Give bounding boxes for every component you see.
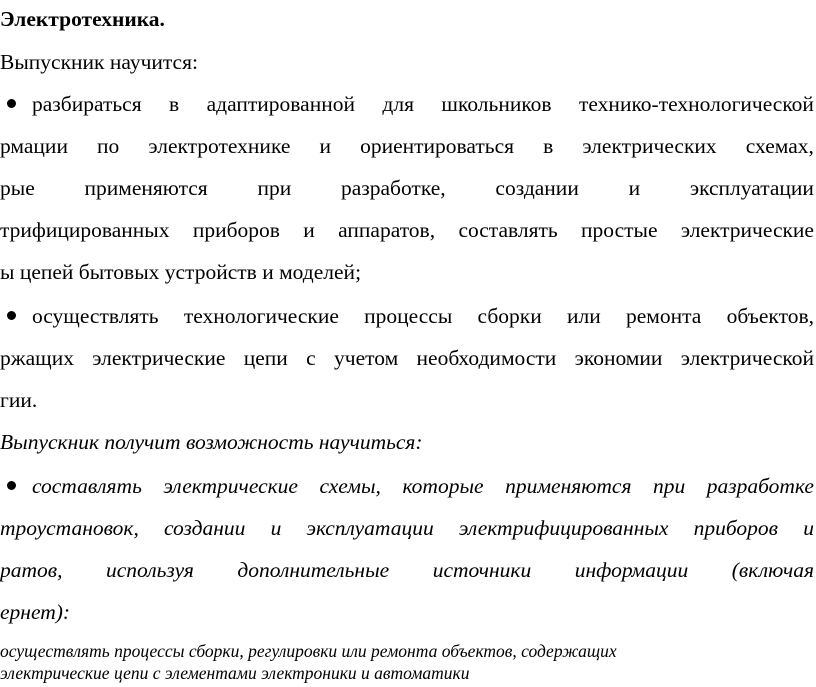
word: простые xyxy=(581,218,658,242)
learns-item-1-line-4 xyxy=(0,217,814,243)
learns-item-2-line-3: гии. xyxy=(0,388,38,412)
word: необходимости xyxy=(416,346,557,370)
word: школьников xyxy=(441,92,552,116)
word: трифицированных xyxy=(0,218,170,242)
word: применяются xyxy=(84,176,208,200)
word: приборов xyxy=(192,218,280,242)
word: учетом xyxy=(334,346,399,370)
word: электрические xyxy=(680,218,814,242)
learns-item-1-line-5: ы цепей бытовых устройств и моделей; xyxy=(0,260,362,284)
word: разработке, xyxy=(340,176,446,200)
word: (включая xyxy=(731,558,814,582)
word: по xyxy=(97,134,120,158)
word: электрических xyxy=(582,134,717,158)
word: составлять xyxy=(458,218,558,242)
bullet-icon xyxy=(7,311,16,320)
word: экономии xyxy=(574,346,663,370)
word: которые xyxy=(402,474,484,498)
opportunity-item-1-line-3 xyxy=(0,557,814,583)
word: ржащих xyxy=(0,346,74,370)
word: электротехнике xyxy=(148,134,291,158)
word: электрические xyxy=(92,346,226,370)
word: и xyxy=(319,134,331,158)
learns-item-1-line-3 xyxy=(0,175,814,201)
word: сборки xyxy=(477,304,542,328)
word: процессы xyxy=(364,304,453,328)
word: схемы, xyxy=(319,474,381,498)
word: ориентироваться xyxy=(360,134,515,158)
word: технологические xyxy=(183,304,339,328)
word: в xyxy=(169,92,180,116)
word: для xyxy=(382,92,414,116)
section-heading: Электротехника. xyxy=(0,7,165,31)
word: создании xyxy=(495,176,579,200)
bullet-icon xyxy=(7,481,16,490)
word: при xyxy=(257,176,292,200)
bullet-icon xyxy=(7,99,16,108)
word: создании xyxy=(164,516,246,540)
word: ремонта xyxy=(626,304,702,328)
learns-title: Выпускник научится: xyxy=(0,50,198,74)
word: и xyxy=(303,218,315,242)
opportunity-item-1-line-4: ернет): xyxy=(0,600,71,624)
word: приборов xyxy=(693,516,779,540)
word: схемах, xyxy=(745,134,814,158)
word: троустановок, xyxy=(0,516,139,540)
opportunity-item-1-line-2 xyxy=(0,515,814,541)
word: информации xyxy=(574,558,689,582)
word: используя xyxy=(105,558,194,582)
word: ратов, xyxy=(0,558,63,582)
word: дополнительные xyxy=(237,558,390,582)
word: адаптированной xyxy=(206,92,355,116)
word: электрические xyxy=(163,474,298,498)
word: с xyxy=(306,346,316,370)
word: и xyxy=(803,516,814,540)
word: эксплуатации xyxy=(689,176,814,200)
word: электрической xyxy=(680,346,814,370)
word: составлять xyxy=(32,474,142,498)
learns-item-2-line-2 xyxy=(0,345,814,371)
word: осуществлять xyxy=(32,304,159,328)
opportunity-title: Выпускник получит возможность научиться: xyxy=(0,430,423,454)
opportunity-item-2-line-2: электрические цепи с элементами электроники и автоматики xyxy=(0,663,470,683)
word: цепи xyxy=(243,346,288,370)
word: аппаратов, xyxy=(338,218,436,242)
word: разбираться xyxy=(32,92,142,116)
word: разработке xyxy=(706,474,814,498)
learns-item-1-line-2 xyxy=(0,133,814,159)
word: применяются xyxy=(505,474,632,498)
word: в xyxy=(543,134,554,158)
word: электрифицированных xyxy=(458,516,669,540)
word: или xyxy=(567,304,601,328)
learns-item-2-line-1 xyxy=(32,303,814,329)
opportunity-item-2-line-1: осуществлять процессы сборки, регулировки или ремонта объектов, содержащих xyxy=(0,641,617,661)
word: и xyxy=(628,176,641,200)
opportunity-item-1-line-1 xyxy=(32,473,814,499)
word: и xyxy=(270,516,282,540)
word: технико-технологической xyxy=(579,92,814,116)
word: объектов, xyxy=(726,304,814,328)
learns-item-1-line-1 xyxy=(32,91,814,117)
word: эксплуатации xyxy=(306,516,434,540)
word: источники xyxy=(432,558,532,582)
word: при xyxy=(652,474,686,498)
word: рмации xyxy=(0,134,68,158)
word: рые xyxy=(0,176,35,200)
